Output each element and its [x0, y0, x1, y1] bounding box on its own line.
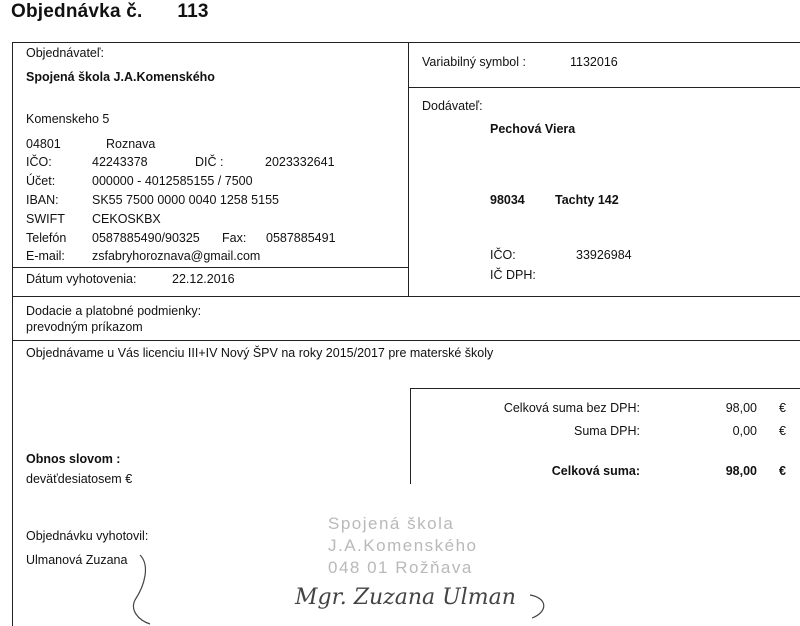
total-label: Celková suma: — [551, 464, 640, 478]
orderer-name: Spojená škola J.A.Komenského — [26, 70, 215, 84]
vat-value: 0,00 — [732, 424, 757, 438]
signature-stroke-left — [133, 555, 150, 624]
supplier-ico: 33926984 — [576, 248, 632, 262]
supplier-label: Dodávateľ: — [422, 99, 483, 113]
orderer-fax: 0587885491 — [266, 231, 336, 245]
prepared-by-label: Objednávku vyhotovil: — [26, 529, 149, 543]
stamp-line-2: J.A.Komenského — [328, 536, 478, 555]
orderer-dic: 2023332641 — [265, 155, 335, 169]
terms-value: prevodným príkazom — [26, 320, 143, 334]
amount-in-words-value: deväťdesiatosem € — [26, 472, 133, 486]
orderer-email[interactable]: zsfabryhoroznava@gmail.com — [92, 249, 261, 263]
total-without-vat-value: 98,00 — [725, 401, 757, 415]
orderer-phone-label: Telefón — [26, 231, 67, 245]
orderer-street: Komenskeho 5 — [26, 112, 110, 126]
order-number: 113 — [177, 1, 209, 22]
supplier-zip: 98034 — [490, 193, 525, 207]
orderer-account-label: Účet: — [26, 174, 56, 188]
orderer-swift: CEKOSKBX — [92, 212, 161, 226]
orderer-ico: 42243378 — [92, 155, 148, 169]
orderer-iban: SK55 7500 0000 0040 1258 5155 — [92, 193, 279, 207]
orderer-ico-label: IČO: — [26, 155, 52, 169]
orderer-fax-label: Fax: — [222, 231, 247, 245]
supplier-address: Tachty 142 — [555, 193, 619, 207]
total-without-vat-label: Celková suma bez DPH: — [503, 401, 640, 415]
order-title-label: Objednávka č. — [11, 1, 143, 22]
stamp-line-3: 048 01 Rožňava — [328, 558, 473, 577]
vat-label: Suma DPH: — [574, 424, 640, 438]
supplier-ico-label: IČO: — [490, 248, 516, 262]
signature-stroke-right — [530, 595, 544, 618]
orderer-phone: 0587885490/90325 — [92, 231, 200, 245]
orderer-label: Objednávateľ: — [26, 46, 105, 60]
orderer-city: Roznava — [106, 137, 156, 151]
terms-label: Dodacie a platobné podmienky: — [26, 304, 202, 318]
variable-symbol-value: 1132016 — [570, 55, 618, 69]
orderer-account: 000000 - 4012585155 / 7500 — [92, 174, 253, 188]
orderer-email-label: E-mail: — [26, 249, 65, 263]
prepared-by-name: Ulmanová Zuzana — [26, 553, 128, 567]
signature: Mgr. Zuzana Ulman — [295, 585, 516, 610]
currency-symbol: € — [779, 401, 786, 415]
supplier-name: Pechová Viera — [490, 122, 576, 136]
amount-in-words-label: Obnos slovom : — [26, 452, 121, 466]
currency-symbol: € — [779, 464, 786, 478]
orderer-dic-label: DIČ : — [195, 155, 224, 169]
issue-date-value: 22.12.2016 — [172, 272, 235, 286]
currency-symbol: € — [779, 424, 786, 438]
total-value: 98,00 — [725, 464, 757, 478]
order-text: Objednávame u Vás licenciu III+IV Nový ŠPV na roky 2015/2017 pre materské školy — [26, 346, 494, 360]
variable-symbol-label: Variabilný symbol : — [422, 55, 526, 69]
supplier-icdph-label: IČ DPH: — [490, 268, 536, 282]
orderer-zip: 04801 — [26, 137, 61, 151]
orderer-swift-label: SWIFT — [26, 212, 65, 226]
issue-date-label: Dátum vyhotovenia: — [26, 272, 137, 286]
orderer-iban-label: IBAN: — [26, 193, 59, 207]
stamp-line-1: Spojená škola — [328, 514, 455, 533]
